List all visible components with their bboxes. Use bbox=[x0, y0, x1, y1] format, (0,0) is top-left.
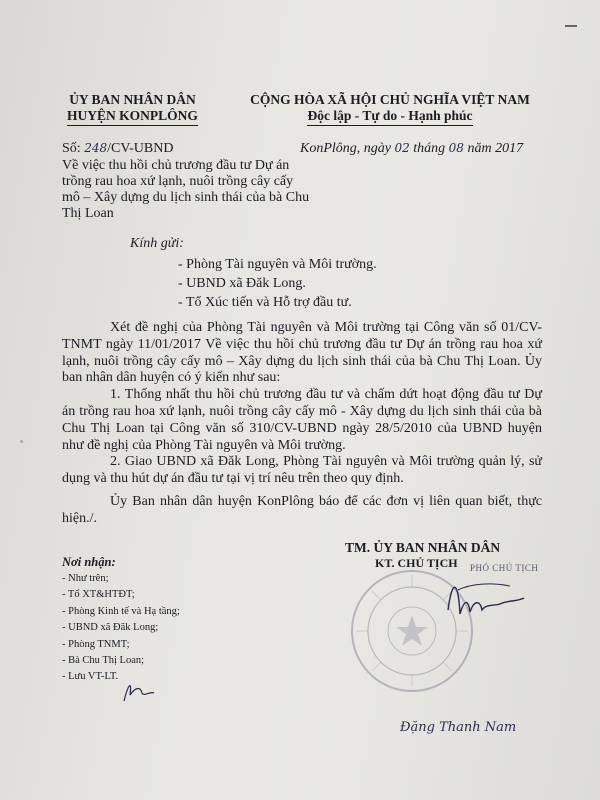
country-header bbox=[240, 92, 540, 126]
distribution-item: - Phòng TNMT; bbox=[62, 638, 130, 650]
handwritten-number: 248 bbox=[84, 141, 108, 155]
distribution-list bbox=[62, 571, 180, 686]
salutation: Kính gửi: bbox=[130, 236, 184, 251]
handwritten-signature bbox=[440, 570, 530, 640]
distribution-item: - Lưu VT-LT. bbox=[62, 671, 119, 683]
signature-subtitle: KT. CHỦ TỊCH bbox=[375, 556, 458, 570]
agency-header bbox=[50, 92, 215, 126]
signer-name: Đặng Thanh Nam bbox=[400, 720, 517, 735]
initial-mark bbox=[118, 675, 158, 705]
date-year: năm 2017 bbox=[463, 141, 524, 156]
body-paragraph: Xét đề nghị của Phòng Tài nguyên và Môi trường tại Công văn số 01/CV-TNMT ngày 11/01/2017 Về việc thu hồi chủ trương đầu tư Dự án trồng rau hoa xứ lạnh, nuôi trồng cây cấy mô – Xây dựng du lịch sinh thái của bà Chu Thị Loan. Ủy ban nhân dân huyện có ý kiến như sau: bbox=[62, 320, 542, 386]
subject-line: Về việc thu hồi chủ trương đầu tư Dự án trồng rau hoa xứ lạnh, nuôi trồng cây cấy mô – Xây dựng du lịch sinh thái của bà Chu Thị Loan bbox=[62, 158, 310, 221]
distribution-title: Nơi nhận: bbox=[62, 555, 116, 569]
document-number bbox=[62, 141, 173, 157]
country-line1: CỘNG HÒA XÃ HỘI CHỦ NGHĨA VIỆT NAM bbox=[250, 92, 530, 107]
distribution-item: - Phòng Kinh tế và Hạ tầng; bbox=[62, 605, 180, 617]
number-suffix: /CV-UBND bbox=[107, 141, 174, 156]
recipient-item: - Tổ Xúc tiến và Hỗ trợ đầu tư. bbox=[178, 295, 352, 310]
date-prefix: KonPlông, ngày bbox=[300, 141, 395, 156]
body-paragraph: Ủy Ban nhân dân huyện KonPlông báo để các đơn vị liên quan biết, thực hiện./. bbox=[62, 493, 542, 526]
date-month: 08 bbox=[448, 141, 464, 155]
country-motto: Độc lập - Tự do - Hạnh phúc bbox=[307, 108, 472, 126]
page-edge-mark bbox=[565, 25, 577, 27]
recipient-item: - Phòng Tài nguyên và Môi trường. bbox=[178, 257, 377, 272]
distribution-item: - UBND xã Đăk Long; bbox=[62, 622, 159, 634]
recipient-list bbox=[178, 255, 377, 312]
distribution-item: - Bà Chu Thị Loan; bbox=[62, 655, 145, 667]
distribution-item: - Như trên; bbox=[62, 573, 109, 584]
agency-line1: ỦY BAN NHÂN DÂN bbox=[69, 92, 196, 107]
agency-line2: HUYỆN KONPLÔNG bbox=[67, 108, 198, 126]
distribution-item: - Tổ XT&HTĐT; bbox=[62, 589, 135, 601]
body-text bbox=[62, 320, 542, 528]
body-paragraph: 1. Thống nhất thu hồi chủ trương đầu tư và chấm dứt hoạt động đầu tư Dự án trồng rau hoa xứ lạnh, nuôi trồng cây cấy mô - Xây dựng du lịch sinh thái của bà Chu Thị Loan tại Công văn số 310/CV-UBND ngày 28/5/2010 của UBND huyện như đề nghị của Phòng Tài nguyên và Môi trường. bbox=[62, 387, 542, 453]
date-month-label: tháng bbox=[409, 141, 449, 156]
body-paragraph: 2. Giao UBND xã Đăk Long, Phòng Tài nguyên và Môi trường quản lý, sử dụng và thu hút dự án đầu tư tại vị trí nêu trên theo quy định. bbox=[62, 454, 542, 487]
stamp-position-label: PHÓ CHỦ TỊCH bbox=[470, 563, 539, 573]
paper-speck bbox=[20, 440, 23, 443]
number-prefix: Số: bbox=[62, 141, 85, 156]
date-day: 02 bbox=[394, 141, 410, 155]
date-line bbox=[300, 141, 523, 157]
signature-title: TM. ỦY BAN NHÂN DÂN bbox=[345, 540, 501, 555]
recipient-item: - UBND xã Đăk Long. bbox=[178, 276, 306, 291]
